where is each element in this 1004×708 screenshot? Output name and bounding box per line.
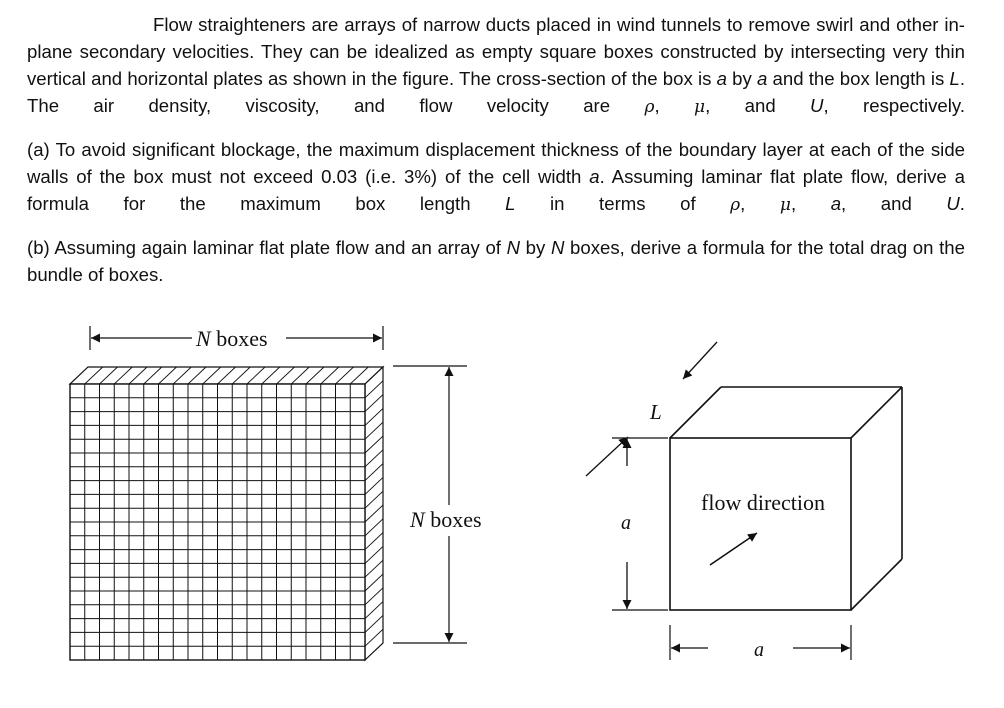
- side-dimension-label: N boxes: [410, 507, 482, 532]
- width-dimension: [670, 625, 851, 661]
- box-front-face: [670, 438, 851, 610]
- array-grid-lines: [70, 384, 365, 660]
- width-label: a: [754, 639, 764, 661]
- height-label: a: [621, 512, 631, 534]
- top-dimension-label: N boxes: [196, 326, 268, 351]
- top-dimension: [90, 326, 383, 351]
- intro-paragraph: Flow straighteners are arrays of narrow ducts placed in wind tunnels to remove swirl and other in-plane secondary velocities. They can be idealized as empty square boxes constructed by intersecting very thin vertical and horizontal plates as shown in the figure. The cross-section of the box is a by a and the box length is L. The air density, viscosity, and flow velocity are ρ, μ, and U, respectively.: [27, 14, 965, 117]
- height-dimension: [612, 438, 668, 610]
- box-array-drawing: [70, 367, 383, 660]
- length-label: L: [650, 400, 662, 424]
- part-a-paragraph: (a) To avoid significant blockage, the maximum displacement thickness of the boundary layer at each of the side walls of the box must not exceed 0.03 (i.e. 3%) of the cell width a. Assuming laminar flat plate flow, derive a formula for the maximum box length L in terms of ρ, μ, a, and U.: [27, 139, 966, 215]
- flow-direction-label: flow direction: [701, 490, 826, 515]
- part-b-paragraph: (b) Assuming again laminar flat plate flow and an array of N by N boxes, derive a formula for the total drag on the bundle of boxes.: [27, 237, 965, 285]
- side-dimension: [393, 366, 482, 643]
